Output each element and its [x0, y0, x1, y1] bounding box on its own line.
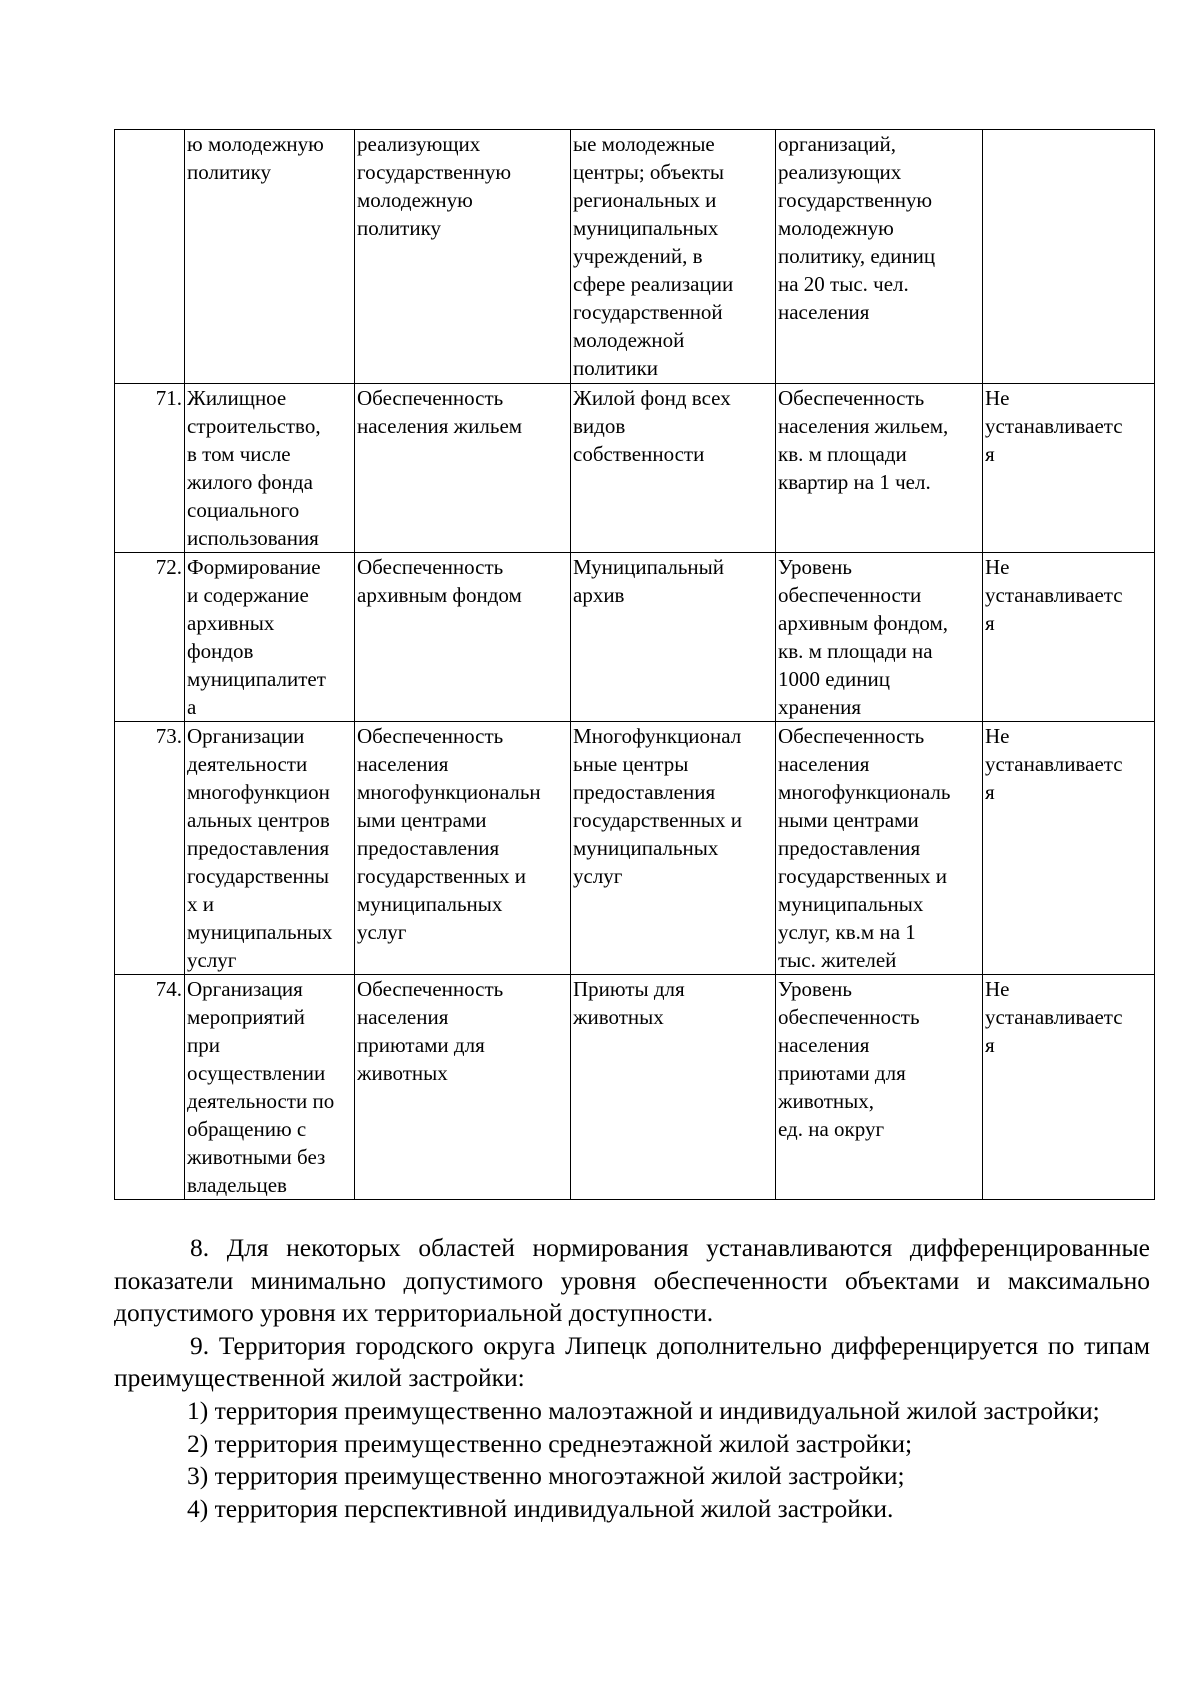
indicator-cell: Обеспеченность населения многофункциональн ыми центрами предоставления государственных и муниципальных услуг — [355, 722, 571, 975]
activity-cell: ю молодежную политику — [185, 130, 355, 384]
object-cell: Многофункционал ьные центры предоставления государственных и муниципальных услуг — [571, 722, 776, 975]
list-item: 2) территория преимущественно среднеэтажной жилой застройки; — [187, 1428, 913, 1458]
activity-cell: Организации деятельности многофункцион альных центров предоставления государственны х и муниципальных услуг — [185, 722, 355, 975]
table-row — [115, 130, 1155, 384]
accessibility-cell: Не устанавливаетс я — [983, 384, 1155, 553]
row-number — [115, 130, 185, 384]
accessibility-cell — [983, 130, 1155, 384]
row-number: 74. — [115, 975, 185, 1200]
row-number: 72. — [115, 553, 185, 722]
object-cell: ые молодежные центры; объекты региональных и муниципальных учреждений, в сфере реализации государственной молодежной политики — [571, 130, 776, 384]
accessibility-cell: Не устанавливаетс я — [983, 722, 1155, 975]
body-text — [114, 1232, 1150, 1525]
object-cell: Приюты для животных — [571, 975, 776, 1200]
object-cell: Муниципальный архив — [571, 553, 776, 722]
unit-cell: организаций, реализующих государственную молодежную политику, единиц на 20 тыс. чел. населения — [776, 130, 983, 384]
list-item: 4) территория перспективной индивидуальной жилой застройки. — [187, 1493, 894, 1523]
norms-table — [114, 129, 1155, 1200]
table-row — [115, 722, 1155, 975]
activity-cell: Организация мероприятий при осуществлении деятельности по обращению с животными без владельцев — [185, 975, 355, 1200]
activity-cell: Формирование и содержание архивных фондов муниципалитет а — [185, 553, 355, 722]
accessibility-cell: Не устанавливаетс я — [983, 553, 1155, 722]
unit-cell: Уровень обеспеченности архивным фондом, кв. м площади на 1000 единиц хранения — [776, 553, 983, 722]
list-item: 1) территория преимущественно малоэтажной и индивидуальной жилой застройки; — [187, 1395, 1100, 1425]
table-row — [115, 384, 1155, 553]
indicator-cell: реализующих государственную молодежную политику — [355, 130, 571, 384]
row-number: 71. — [115, 384, 185, 553]
accessibility-cell: Не устанавливаетс я — [983, 975, 1155, 1200]
indicator-cell: Обеспеченность архивным фондом — [355, 553, 571, 722]
unit-cell: Уровень обеспеченность населения приютами для животных, ед. на округ — [776, 975, 983, 1200]
object-cell: Жилой фонд всех видов собственности — [571, 384, 776, 553]
table-row — [115, 553, 1155, 722]
unit-cell: Обеспеченность населения жильем, кв. м площади квартир на 1 чел. — [776, 384, 983, 553]
table-row — [115, 975, 1155, 1200]
activity-cell: Жилищное строительство, в том числе жилого фонда социального использования — [185, 384, 355, 553]
unit-cell: Обеспеченность населения многофункциональ ными центрами предоставления государственных и муниципальных услуг, кв.м на 1 тыс. жителей — [776, 722, 983, 975]
paragraph-8: 8. Для некоторых областей нормирования устанавливаются дифференцированные показатели минимально допустимого уровня обеспеченности объектами и максимально допустимого уровня их территориальной доступности. — [114, 1233, 1150, 1328]
row-number: 73. — [115, 722, 185, 975]
indicator-cell: Обеспеченность населения жильем — [355, 384, 571, 553]
paragraph-9: 9. Территория городского округа Липецк дополнительно дифференцируется по типам преимущественной жилой застройки: — [114, 1330, 1150, 1393]
list-item: 3) территория преимущественно многоэтажной жилой застройки; — [187, 1461, 905, 1491]
indicator-cell: Обеспеченность населения приютами для животных — [355, 975, 571, 1200]
